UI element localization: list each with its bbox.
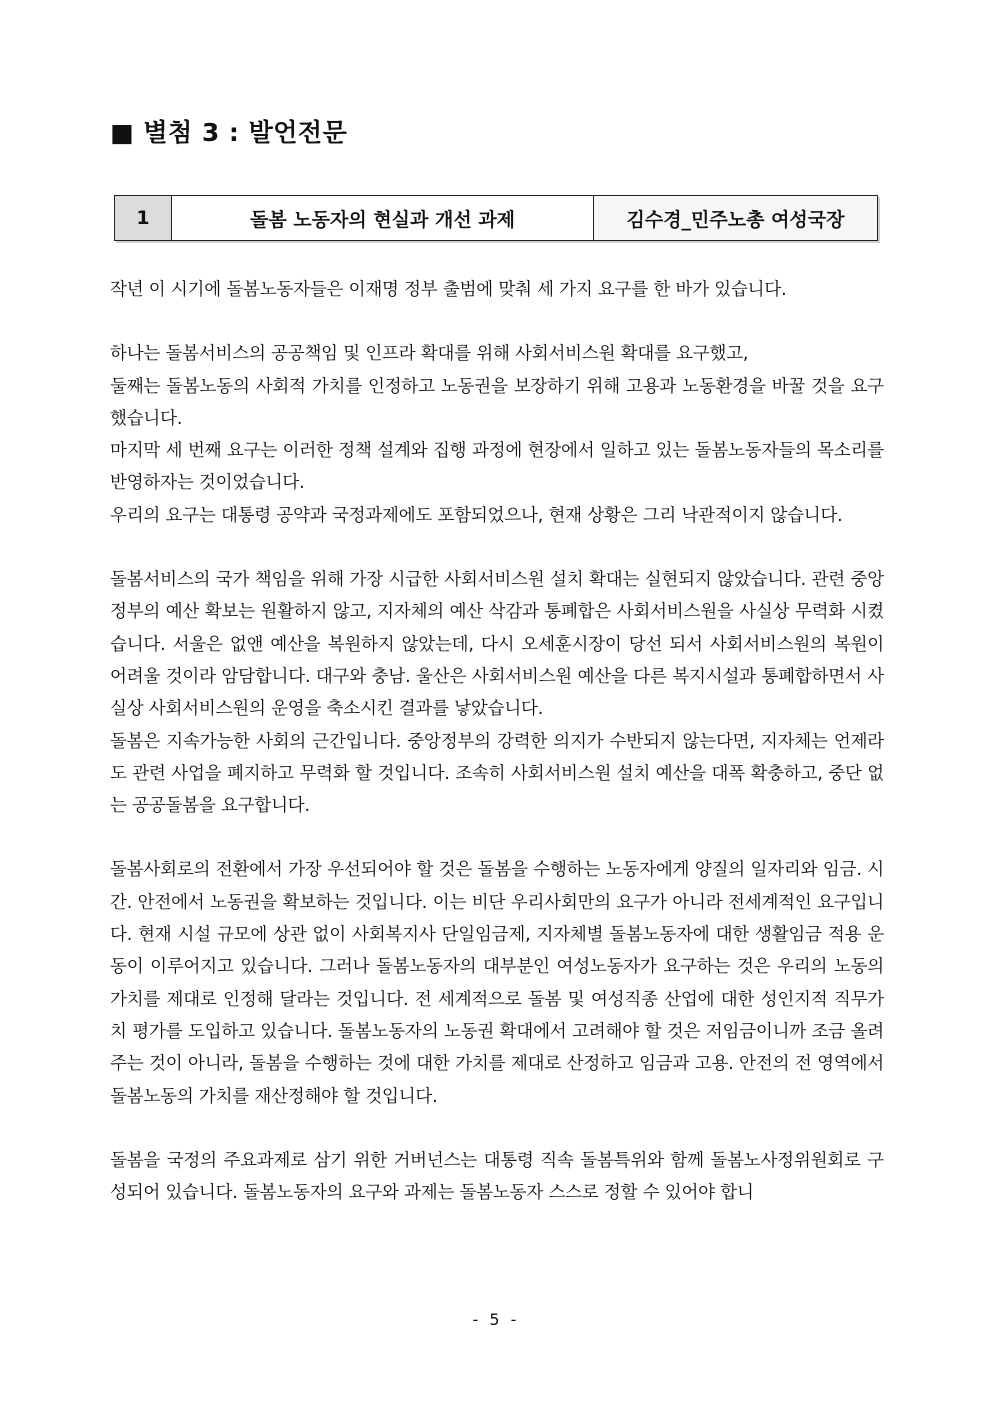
paragraph-gap: [110, 306, 884, 338]
paragraph-gap: [110, 1113, 884, 1145]
item-number: 1: [115, 196, 172, 240]
body-text: [110, 274, 884, 1209]
paragraph: 돌봄을 국정의 주요과제로 삼기 위한 거버넌스는 대통령 직속 돌봄특위와 함께 돌봄노사정위원회로 구성되어 있습니다. 돌봄노동자의 요구와 과제는 돌봄노동자 스스로 정할 수 있어야 합니: [110, 1150, 884, 1204]
header-table: [114, 195, 878, 241]
speaker-name: 김수경_민주노총 여성국장: [594, 196, 877, 240]
paragraph: 작년 이 시기에 돌봄노동자들은 이재명 정부 출범에 맞춰 세 가지 요구를 한 바가 있습니다.: [110, 280, 787, 300]
paragraph-gap: [110, 822, 884, 854]
item-title: 돌봄 노동자의 현실과 개선 과제: [172, 196, 594, 240]
paragraph: 돌봄서비스의 국가 책임을 위해 가장 시급한 사회서비스원 설치 확대는 실현되지 않았습니다. 관련 중앙정부의 예산 확보는 원활하지 않고, 지자체의 예산 삭감과 통폐합은 사회서비스원을 사실상 무력화 시켰습니다. 서울은 없앤 예산을 복원하지 않았는데, 다시 오세훈시장이 당선 되서 사회서비스원의 복원이 어려울 것이라 암담합니다. 대구와 충남. 울산은 사회서비스원 예산을 다른 복지시설과 통폐합하면서 사실상 사회서비스원의 운영을 축소시킨 결과를 낳았습니다.: [110, 570, 884, 720]
section-title: ■ 별첨 3 : 발언전문: [110, 118, 348, 147]
paragraph: 마지막 세 번째 요구는 이러한 정책 설계와 집행 과정에 현장에서 일하고 있는 돌봄노동자들의 목소리를 반영하자는 것이었습니다.: [110, 441, 884, 494]
paragraph: 하나는 돌봄서비스의 공공책임 및 인프라 확대를 위해 사회서비스원 확대를 요구했고,: [110, 344, 749, 365]
paragraph: 둘째는 돌봄노동의 사회적 가치를 인정하고 노동권을 보장하기 위해 고용과 노동환경을 바꿀 것을 요구했습니다.: [110, 376, 884, 429]
paragraph: 돌봄은 지속가능한 사회의 근간입니다. 중앙정부의 강력한 의지가 수반되지 않는다면, 지자체는 언제라도 관련 사업을 폐지하고 무력화 할 것입니다. 조속히 사회서비스원 설치 예산을 대폭 확충하고, 중단 없는 공공돌봄을 요구합니다.: [110, 731, 884, 817]
paragraph-gap: [110, 532, 884, 564]
page-number: - 5 -: [472, 1310, 520, 1329]
paragraph: 우리의 요구는 대통령 공약과 국정과제에도 포함되었으나, 현재 상황은 그리 낙관적이지 않습니다.: [110, 505, 843, 526]
paragraph: 돌봄사회로의 전환에서 가장 우선되어야 할 것은 돌봄을 수행하는 노동자에게 양질의 일자리와 임금. 시간. 안전에서 노동권을 확보하는 것입니다. 이는 비단 우리사회만의 요구가 아니라 전세계적인 요구입니다. 현재 시설 규모에 상관 없이 사회복지사 단일임금제, 지자체별 돌봄노동자에 대한 생활임금 적용 운동이 이루어지고 있습니다. 그러나 돌봄노동자의 대부분인 여성노동자가 요구하는 것은 우리의 노동의 가치를 제대로 인정해 달라는 것입니다. 전 세계적으로 돌봄 및 여성직종 산업에 대한 성인지적 직무가치 평가를 도입하고 있습니다. 돌봄노동자의 노동권 확대에서 고려해야 할 것은 저임금이니까 조금 올려주는 것이 아니라, 돌봄을 수행하는 것에 대한 가치를 제대로 산정하고 임금과 고용. 안전의 전 영역에서 돌봄노동의 가치를 재산정해야 할 것입니다.: [110, 860, 884, 1107]
